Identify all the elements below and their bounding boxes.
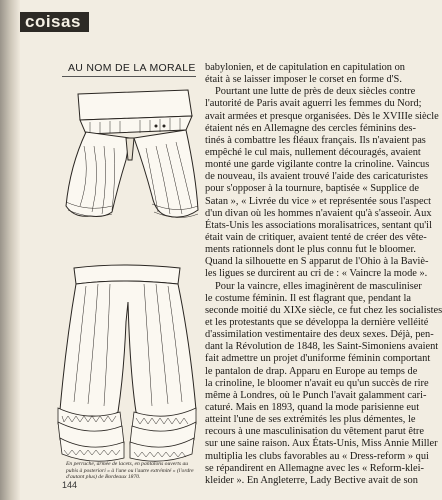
body-text-line: atteint l'une de ses extrémités les plus démentes, le — [205, 414, 416, 426]
body-text-line: empêché le cul mais, nullement découragés, avaient — [205, 146, 421, 158]
body-text-line: ments rationnels dont le plus connu fut le bloomer. — [205, 244, 416, 256]
body-text-line: le costume féminin. Il est flagrant que, pendant la — [205, 292, 412, 304]
body-text-line: les ligues se durcirent au cri de : « Vaincre la mode ». — [205, 268, 428, 280]
body-text-column — [205, 62, 442, 500]
body-text-line: se répandirent en Allemagne avec les « Reform-klei- — [205, 462, 424, 474]
body-text-line: même à Londres, où le Punch l'avait galamment cari- — [205, 389, 427, 401]
body-text-line: de nouveau, ils avaient trouvé l'aide des caricaturistes — [205, 171, 428, 183]
body-text-line: monté une garde vigilante contre la crinoline. Vaincus — [205, 159, 430, 171]
body-text-line: pour s'opposer à la tournure, baptisée « Supplice de — [205, 183, 419, 195]
body-text-line: Pour la vaincre, elles imaginèrent de masculiniser — [215, 280, 422, 292]
body-text-line: fait admettre un projet d'uniforme féminin comportant — [205, 353, 431, 365]
body-text-line: l'autorité de Paris avait aguerri les femmes du Nord; — [205, 98, 422, 110]
body-text-line: dant la Révolution de 1848, les Saint-Simoniens avaient — [205, 341, 439, 353]
body-text-line: Satan », « Livrée du vice » et représentée sous l'aspect — [205, 195, 432, 207]
section-title: AU NOM DE LA MORALE — [68, 62, 196, 74]
section-title-rule — [62, 76, 196, 77]
illustration-caption: En perruche, armée de lacets, en pantalons ouverts au pubis à posteriori « à l'une ou l'autre extrémité » (l'ordre d'autant plus) de Bordeaux 1870. — [66, 461, 194, 481]
body-text-line: États-Unis les associations moralisatrices, sentant qu'il — [205, 219, 432, 231]
body-text-line: multiplia les clubs favorables au « Dress-reform » qui — [205, 450, 429, 462]
body-text-line: d'un divan où les hommes n'avaient qu'à s'asseoir. Aux — [205, 207, 432, 219]
body-text-line: et les protestants que se développa la dernière velléité — [205, 316, 429, 328]
book-logo: coisas — [20, 12, 89, 32]
body-text-line: tinés à combattre les fléaux français. Ils n'avaient pas — [205, 134, 426, 146]
body-text-line: Pourtant une lutte de près de deux siècles contre — [215, 86, 416, 98]
body-text-line: recours à une masculinisation du vêtement parut être — [205, 426, 424, 438]
drawers-illustration-top — [60, 86, 202, 236]
body-text-line: seconde moitié du XIXe siècle, ce fut chez les socialistes — [205, 304, 442, 316]
body-text-line: était vain de critiquer, avaient tenté de créer des vête- — [205, 231, 427, 243]
body-text-line: kleider ». En Angleterre, Lady Bective avait de son — [205, 474, 418, 486]
body-text-line: babylonien, et de capitulation en capitulation on — [205, 62, 405, 73]
body-text-line: caturé. Mais en 1893, quand la mode parisienne eut — [205, 401, 420, 413]
body-text-line: étaient nés en Allemagne des cercles féminins des- — [205, 122, 416, 134]
body-text-line: la crinoline, le bloomer n'avait eu qu'un succès de rire — [205, 377, 429, 389]
body-text-line: d'assimilation vestimentaire des deux sexes. Déjà, pen- — [205, 329, 434, 341]
body-text-line: sur une saine raison. Aux États-Unis, Miss Annie Miller — [205, 438, 438, 450]
body-text-line: le pantalon de drap. Apparu en Europe au temps de — [205, 365, 418, 377]
body-text-line: était à se laisser imposer le corset en forme d'S. — [205, 74, 402, 86]
book-page-edge — [0, 0, 20, 500]
body-text-line: Quand la silhouette en S apparut de l'Ohio à la Baviè- — [205, 256, 429, 268]
body-text-line: avait armées et presque organisées. Dès le XVIIIe siècle — [205, 110, 439, 122]
page-number: 144 — [62, 480, 78, 490]
drawers-illustration-bottom — [52, 262, 202, 470]
